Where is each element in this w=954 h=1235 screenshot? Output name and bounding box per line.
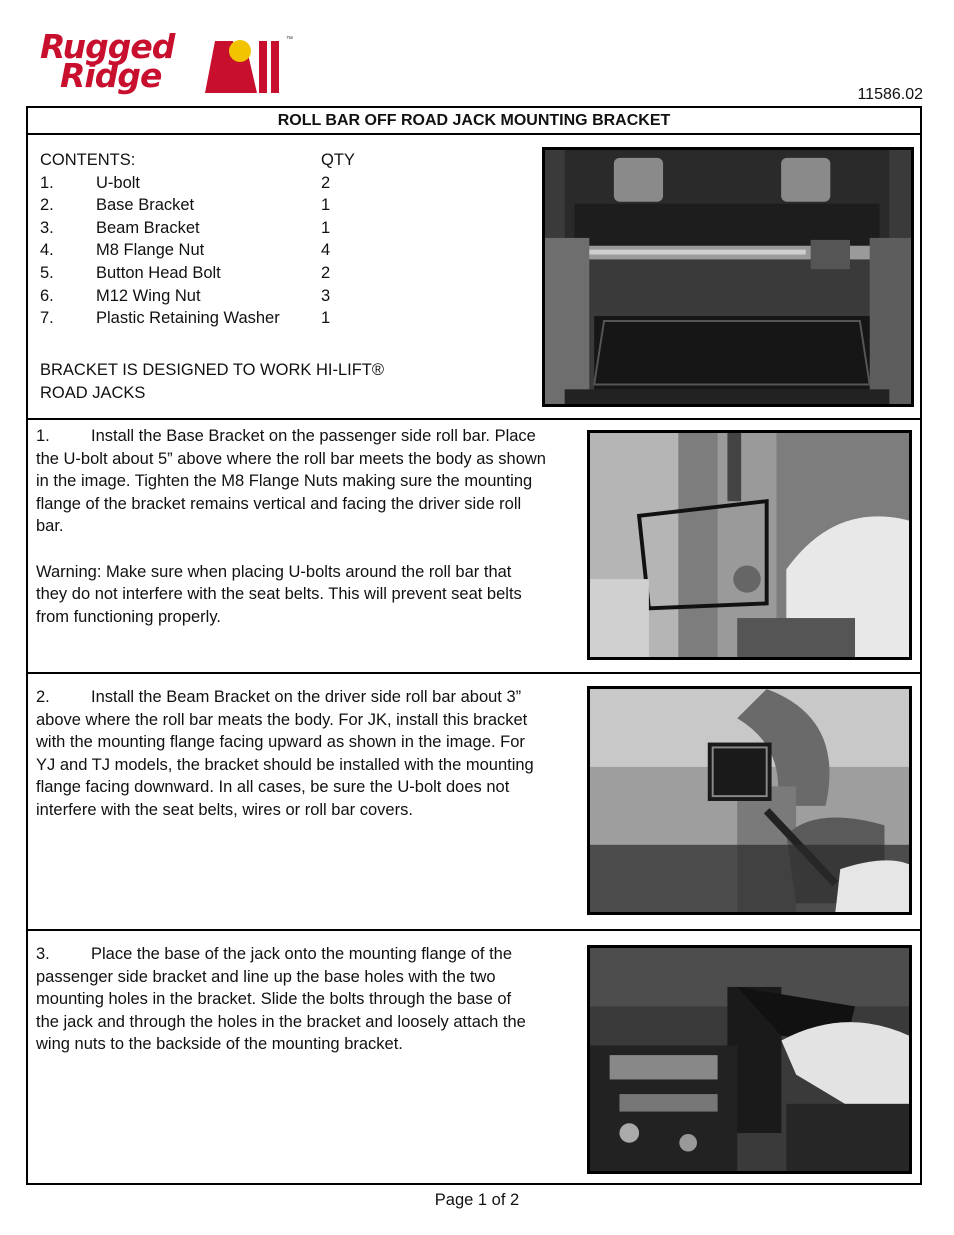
step-line: flange facing downward. In all cases, be sure the U-bolt does not	[36, 778, 510, 797]
item-name: Beam Bracket	[96, 218, 200, 237]
step-line: bar.	[36, 517, 64, 536]
item-name: M12 Wing Nut	[96, 286, 201, 305]
step-number: 2.	[36, 688, 50, 706]
item-name: Base Bracket	[96, 196, 195, 215]
item-qty: 2	[321, 173, 331, 192]
document-title: ROLL BAR OFF ROAD JACK MOUNTING BRACKET	[28, 108, 920, 135]
step-1-text	[36, 425, 584, 628]
item-name: M8 Flange Nut	[96, 241, 205, 260]
step-line: above where the roll bar meats the body. For JK, install this bracket	[36, 710, 528, 729]
step-line-text: Install the Beam Bracket on the driver side roll bar about 3”	[91, 688, 522, 706]
item-qty: 4	[321, 241, 331, 260]
item-qty: 1	[321, 218, 331, 237]
item-number: 1.	[40, 173, 54, 192]
step-line-text: Place the base of the jack onto the mounting flange of the	[91, 945, 513, 963]
instruction-frame	[26, 106, 922, 1185]
item-number: 4.	[40, 241, 54, 260]
step-line	[36, 943, 584, 966]
step-1-photo	[587, 430, 912, 660]
step-line: in the image. Tighten the M8 Flange Nuts making sure the mounting	[36, 472, 533, 491]
step-3-photo	[587, 945, 912, 1174]
warning-line: from functioning properly.	[36, 607, 221, 626]
step-2-photo	[587, 686, 912, 915]
step-number: 1.	[36, 427, 50, 445]
logo-mark-icon	[205, 37, 285, 95]
step-1-section	[28, 420, 920, 674]
jeep-cargo-photo	[542, 147, 914, 407]
step-number: 3.	[36, 945, 50, 963]
list-item	[40, 307, 360, 330]
warning-line: they do not interfere with the seat belts. This will prevent seat belts	[36, 585, 522, 604]
item-number: 3.	[40, 218, 54, 237]
step-2-text	[36, 686, 584, 822]
item-number: 7.	[40, 309, 54, 328]
logo-word-rugged: Rugged	[40, 27, 175, 66]
page-footer: Page 1 of 2	[434, 1191, 520, 1209]
step-3-section	[28, 931, 920, 1183]
contents-header	[40, 149, 360, 172]
contents-label: CONTENTS:	[40, 151, 136, 169]
step-3-text	[36, 943, 584, 1056]
warning-line: Warning: Make sure when placing U-bolts around the roll bar that	[36, 562, 512, 581]
item-qty: 3	[321, 286, 331, 305]
step-2-section	[28, 674, 920, 931]
item-qty: 2	[321, 263, 331, 282]
step-line: YJ and TJ models, the bracket should be installed with the mounting	[36, 755, 534, 774]
note-line: ROAD JACKS	[40, 383, 146, 402]
list-item	[40, 262, 360, 285]
contents-section	[28, 135, 920, 420]
list-item	[40, 285, 360, 308]
step-line	[36, 425, 584, 448]
step-line: flange of the bracket remains vertical and facing the driver side roll	[36, 494, 522, 513]
step-line: the jack and through the holes in the bracket and loosely attach the	[36, 1012, 526, 1031]
qty-label: QTY	[321, 151, 355, 169]
step-line: wing nuts to the backside of the mounting bracket.	[36, 1035, 403, 1054]
list-item	[40, 239, 360, 262]
part-number: 11586.02	[857, 86, 923, 103]
item-number: 6.	[40, 286, 54, 305]
item-number: 5.	[40, 263, 54, 282]
note-line: BRACKET IS DESIGNED TO WORK HI-LIFT®	[40, 361, 385, 379]
item-name: Plastic Retaining Washer	[96, 309, 280, 328]
step-line: the U-bolt about 5” above where the roll bar meets the body as shown	[36, 449, 546, 468]
item-number: 2.	[40, 196, 54, 215]
step-line: mounting holes in the bracket. Slide the bolts through the base of	[36, 990, 512, 1009]
contents-list	[40, 149, 360, 330]
rugged-ridge-logo	[40, 27, 295, 96]
item-qty: 1	[321, 196, 331, 215]
step-line	[36, 686, 584, 709]
item-name: Button Head Bolt	[96, 263, 221, 282]
item-qty: 1	[321, 309, 331, 328]
logo-wordmark	[40, 27, 175, 95]
list-item	[40, 217, 360, 240]
step-line-text: Install the Base Bracket on the passenger side roll bar. Place	[91, 427, 536, 445]
step-line: passenger side bracket and line up the base holes with the two	[36, 967, 496, 986]
logo-word-ridge: Ridge	[60, 56, 162, 95]
item-name: U-bolt	[96, 173, 141, 192]
trademark-symbol: ™	[286, 36, 293, 43]
step-line: with the mounting flange facing upward as shown in the image. For	[36, 733, 525, 752]
list-item	[40, 194, 360, 217]
list-item	[40, 172, 360, 195]
step-line: interfere with the seat belts, wires or roll bar covers.	[36, 800, 413, 819]
compatibility-note	[40, 359, 384, 404]
